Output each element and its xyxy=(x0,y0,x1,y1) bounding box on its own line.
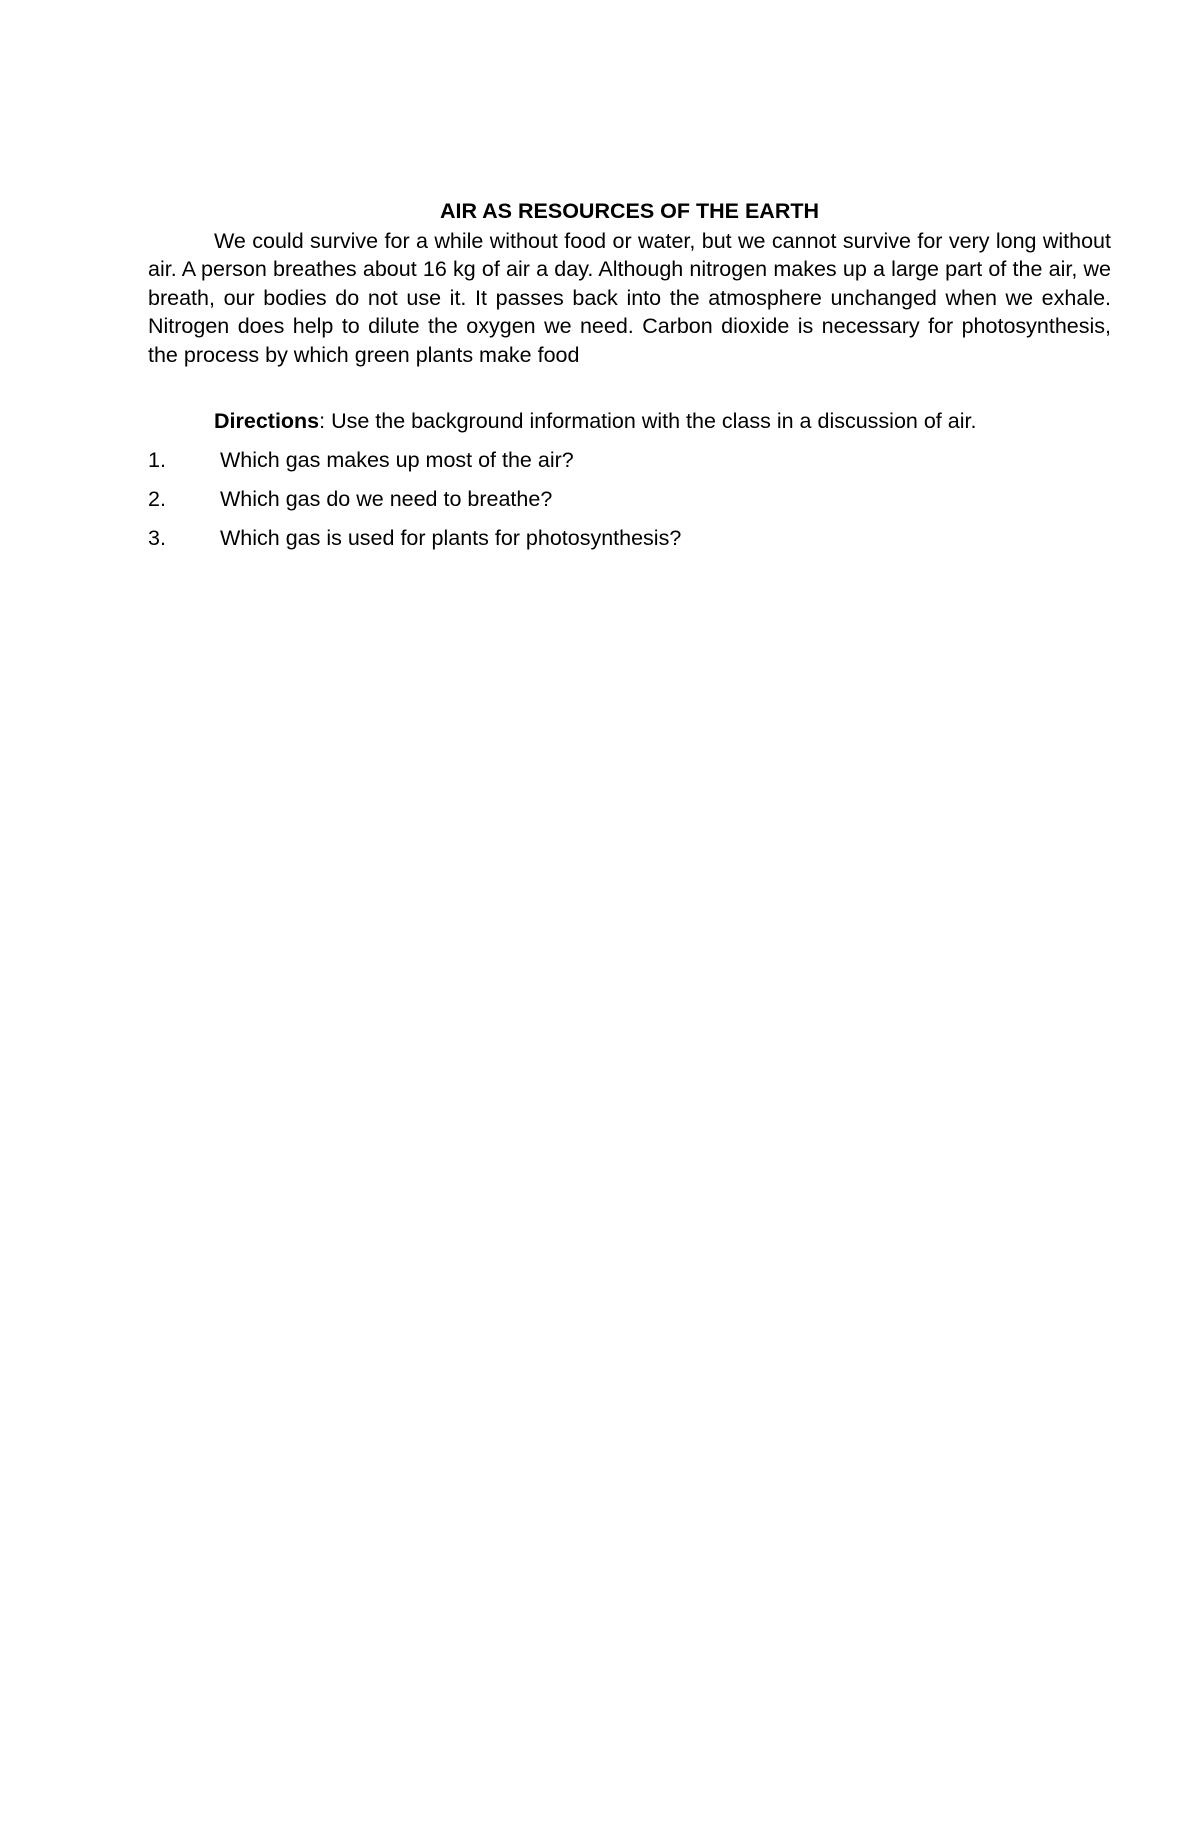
question-list xyxy=(148,446,1111,552)
question-number: 3. xyxy=(148,526,166,551)
document-title: AIR AS RESOURCES OF THE EARTH xyxy=(439,199,820,223)
directions-paragraph xyxy=(148,407,1111,435)
question-number: 2. xyxy=(148,487,166,512)
body-paragraph: We could survive for a while without food or water, but we cannot survive for very long without air. A person breathes about 16 kg of air a day. Although nitrogen makes up a large part of the air, we breath, our bodies do not use it. It passes back into the atmosphere unchanged when we exhale. Nitrogen does help to dilute the oxygen we need. Carbon dioxide is necessary for photosynthesis, the process by which green plants make food xyxy=(148,229,1111,367)
question-item xyxy=(148,524,1111,552)
question-item xyxy=(148,485,1111,513)
directions-text: : Use the background information with the class in a discussion of air. xyxy=(319,409,977,434)
document-content xyxy=(148,196,1111,563)
question-text: Which gas do we need to breathe? xyxy=(220,487,553,512)
question-item xyxy=(148,446,1111,474)
directions-label: Directions xyxy=(214,409,320,434)
question-text: Which gas makes up most of the air? xyxy=(220,448,574,473)
question-text: Which gas is used for plants for photosynthesis? xyxy=(220,526,682,551)
question-number: 1. xyxy=(148,448,166,473)
